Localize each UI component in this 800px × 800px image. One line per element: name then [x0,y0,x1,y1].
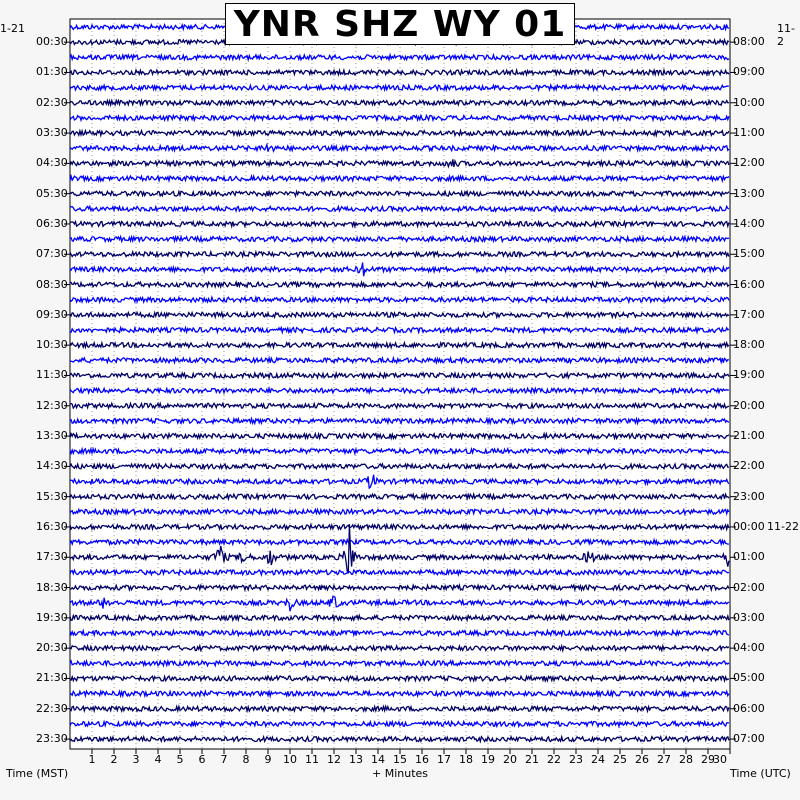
x-tick-label: 20 [503,753,517,766]
right-time-label: 17:00 [733,307,765,321]
x-tick-label: 27 [657,753,671,766]
x-axis-label: + Minutes [372,767,429,780]
left-time-label: 05:30 [36,186,68,200]
x-tick-label: 5 [176,753,184,766]
right-time-label: 21:00 [733,429,765,443]
x-tick-label: 12 [327,753,341,766]
right-date-label: 11-2 [777,22,795,48]
x-tick-label: 16 [415,753,429,766]
x-tick-label: 29 [701,753,715,766]
x-tick-label: 23 [569,753,583,766]
left-time-label: 12:30 [36,398,68,412]
left-time-label: 13:30 [36,429,68,443]
x-tick-label: 1 [88,753,96,766]
x-tick-label: 13 [349,753,363,766]
x-tick-label: 30 [713,753,727,766]
left-time-label: 06:30 [36,216,68,230]
chart-title: YNR SHZ WY 01 [225,3,575,45]
right-time-label: 23:00 [733,489,765,503]
left-axis-label: Time (MST) [6,767,69,780]
x-tick-label: 25 [613,753,627,766]
x-tick-label: 11 [305,753,319,766]
right-time-label: 06:00 [733,701,765,715]
right-time-label: 10:00 [733,95,765,109]
x-tick-label: 26 [635,753,649,766]
right-time-label: 03:00 [733,610,765,624]
right-time-label: 07:00 [733,732,765,746]
left-time-label: 08:30 [36,277,68,291]
x-tick-label: 10 [283,753,297,766]
right-time-label: 13:00 [733,186,765,200]
left-time-label: 20:30 [36,641,68,655]
right-time-label: 11:00 [733,126,765,140]
x-tick-label: 2 [110,753,118,766]
left-time-label: 22:30 [36,701,68,715]
right-time-label: 15:00 [733,247,765,261]
x-tick-label: 21 [525,753,539,766]
x-tick-label: 7 [220,753,228,766]
left-time-label: 15:30 [36,489,68,503]
left-time-label: 10:30 [36,338,68,352]
left-time-label: 07:30 [36,247,68,261]
right-date-change-label: 11-22 [767,519,799,533]
right-time-label: 20:00 [733,398,765,412]
x-tick-label: 22 [547,753,561,766]
right-time-label: 01:00 [733,550,765,564]
x-tick-label: 9 [264,753,272,766]
x-tick-label: 15 [393,753,407,766]
left-time-label: 21:30 [36,671,68,685]
right-time-label: 09:00 [733,65,765,79]
x-tick-label: 17 [437,753,451,766]
left-time-label: 19:30 [36,610,68,624]
left-date-label: 1-21 [0,22,25,35]
x-tick-label: 28 [679,753,693,766]
right-time-label: 12:00 [733,156,765,170]
left-time-label: 04:30 [36,156,68,170]
left-time-label: 17:30 [36,550,68,564]
x-tick-label: 8 [242,753,250,766]
left-time-label: 18:30 [36,580,68,594]
left-time-label: 09:30 [36,307,68,321]
x-tick-label: 24 [591,753,605,766]
x-tick-label: 3 [132,753,140,766]
right-time-label: 18:00 [733,338,765,352]
right-time-label: 04:00 [733,641,765,655]
left-time-label: 02:30 [36,95,68,109]
x-tick-label: 14 [371,753,385,766]
left-time-label: 11:30 [36,368,68,382]
left-time-label: 03:30 [36,126,68,140]
left-time-label: 16:30 [36,519,68,533]
right-time-label: 05:00 [733,671,765,685]
x-tick-label: 19 [481,753,495,766]
left-time-label: 00:30 [36,35,68,49]
right-time-label: 02:00 [733,580,765,594]
right-time-label: 16:00 [733,277,765,291]
x-tick-label: 4 [154,753,162,766]
x-tick-label: 6 [198,753,206,766]
x-tick-label: 18 [459,753,473,766]
right-time-label: 00:00 [733,519,765,533]
left-time-label: 14:30 [36,459,68,473]
right-time-label: 14:00 [733,216,765,230]
right-time-label: 08:00 [733,35,765,49]
left-time-label: 23:30 [36,732,68,746]
right-time-label: 19:00 [733,368,765,382]
left-time-label: 01:30 [36,65,68,79]
right-axis-label: Time (UTC) [730,767,791,780]
right-time-label: 22:00 [733,459,765,473]
